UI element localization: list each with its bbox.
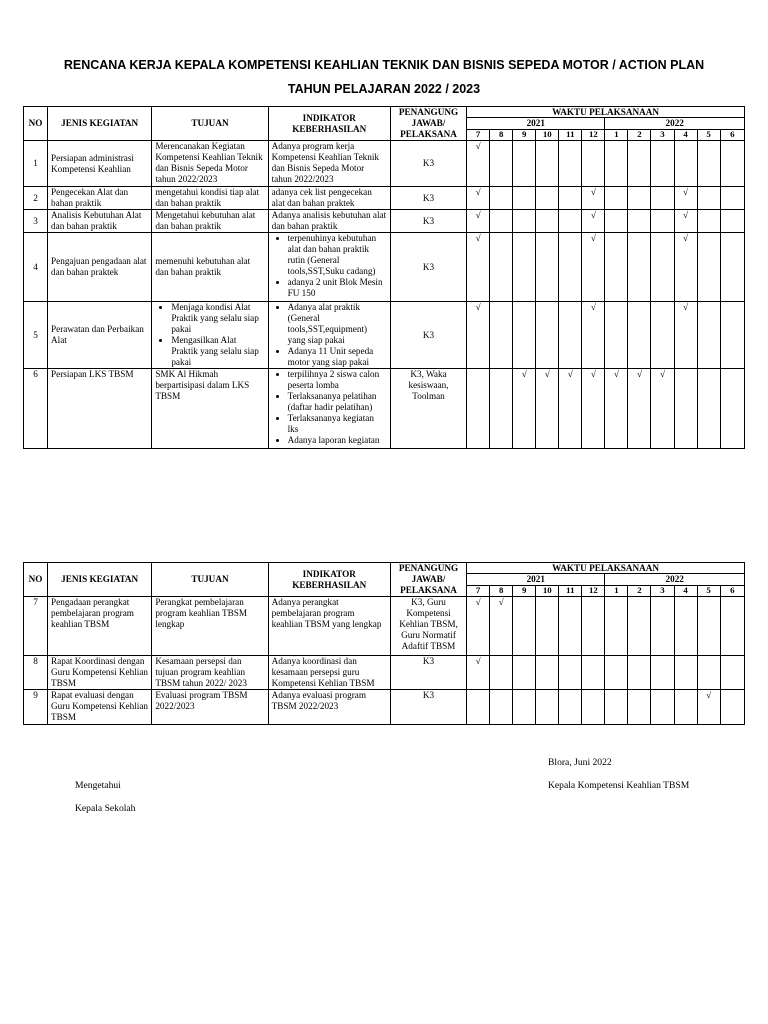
month-mark-cell [628, 302, 651, 369]
signature-left-title: Kepala Sekolah [75, 803, 136, 814]
list-item: • Mengasilkan Alat Praktik yang selalu siap pakai [171, 335, 264, 368]
list-item: • Terlaksananya kegiatan lks [288, 413, 387, 435]
month-mark-cell [697, 210, 720, 233]
table-row [24, 187, 745, 210]
row-tujuan: Merencanakan Kegiatan Kompetensi Keahlian Teknik dan Bisnis Sepeda Motor tahun 2022/2023 [152, 141, 268, 187]
header-month: 7 [467, 585, 490, 596]
month-mark-cell [697, 369, 720, 449]
month-mark-cell [720, 210, 744, 233]
row-no: 3 [24, 210, 48, 233]
row-penanggung-jawab: K3, Waka kesiswaan, Toolman [390, 369, 466, 449]
month-mark-cell: √ [697, 690, 720, 725]
list-item: • terpenuhinya kebutuhan alat dan bahan praktik rutin (General tools,SST,Suku cadang) [288, 233, 387, 277]
month-mark-cell [674, 369, 697, 449]
header-tujuan: TUJUAN [152, 563, 268, 597]
header-month: 9 [513, 129, 536, 140]
month-mark-cell [513, 210, 536, 233]
row-no: 6 [24, 369, 48, 449]
header-month: 11 [559, 129, 582, 140]
header-month: 12 [582, 585, 605, 596]
row-indikator [268, 369, 390, 449]
month-mark-cell: √ [582, 302, 605, 369]
month-mark-cell [559, 302, 582, 369]
header-indikator: INDIKATOR KEBERHASILAN [268, 107, 390, 141]
month-mark-cell [536, 233, 559, 302]
signature-right-title: Kepala Kompetensi Keahlian TBSM [548, 780, 690, 791]
month-mark-cell [605, 302, 628, 369]
month-mark-cell [697, 233, 720, 302]
month-mark-cell [490, 302, 513, 369]
month-mark-cell: √ [467, 210, 490, 233]
header-no: NO [24, 563, 48, 597]
row-jenis-kegiatan: Pengecekan Alat dan bahan praktik [48, 187, 152, 210]
month-mark-cell [651, 233, 674, 302]
indikator-list [272, 369, 387, 446]
month-mark-cell [490, 656, 513, 690]
list-item: • terpilihnya 2 siswa calon peserta lomba [288, 369, 387, 391]
header-month: 2 [628, 585, 651, 596]
month-mark-cell: √ [467, 597, 490, 656]
month-mark-cell [490, 690, 513, 725]
month-mark-cell [628, 656, 651, 690]
header-month: 1 [605, 585, 628, 596]
month-mark-cell: √ [582, 210, 605, 233]
header-month: 6 [720, 129, 744, 140]
month-mark-cell [651, 187, 674, 210]
list-item: • Adanya laporan kegiatan [288, 435, 387, 446]
month-mark-cell [536, 187, 559, 210]
header-month: 6 [720, 585, 744, 596]
month-mark-cell [490, 233, 513, 302]
month-mark-cell [651, 690, 674, 725]
month-mark-cell [628, 187, 651, 210]
month-mark-cell [536, 656, 559, 690]
document-subtitle: TAHUN PELAJARAN 2022 / 2023 [287, 82, 481, 96]
month-mark-cell: √ [490, 597, 513, 656]
list-item: • Menjaga kondisi Alat Praktik yang selalu siap pakai [171, 302, 264, 335]
month-mark-cell [513, 233, 536, 302]
row-penanggung-jawab: K3 [390, 656, 466, 690]
row-penanggung-jawab: K3 [390, 690, 466, 725]
month-mark-cell [651, 656, 674, 690]
table-1-header [24, 107, 745, 141]
header-month: 2 [628, 129, 651, 140]
month-mark-cell: √ [674, 210, 697, 233]
row-indikator: Adanya perangkat pembelajaran program keahlian TBSM yang lengkap [268, 597, 390, 656]
table-row [24, 597, 745, 656]
month-mark-cell [513, 302, 536, 369]
month-mark-cell [720, 656, 744, 690]
row-indikator: Adanya program kerja Kompetensi Keahlian Teknik dan Bisnis Sepeda Motor tahun 2022/2023 [268, 141, 390, 187]
month-mark-cell [582, 656, 605, 690]
month-mark-cell [628, 141, 651, 187]
month-mark-cell [490, 141, 513, 187]
month-mark-cell [467, 690, 490, 725]
month-mark-cell [697, 187, 720, 210]
month-mark-cell [651, 597, 674, 656]
month-mark-cell [697, 656, 720, 690]
table-2-header [24, 563, 745, 597]
header-month: 8 [490, 129, 513, 140]
header-year-2021: 2021 [467, 574, 605, 585]
month-mark-cell [582, 690, 605, 725]
month-mark-cell [605, 210, 628, 233]
list-item: • Adanya alat praktik (General tools,SST,equipment) yang siap pakai [288, 302, 387, 346]
header-month: 10 [536, 585, 559, 596]
header-jenis-kegiatan: JENIS KEGIATAN [48, 107, 152, 141]
header-month: 11 [559, 585, 582, 596]
header-month: 3 [651, 585, 674, 596]
month-mark-cell [720, 690, 744, 725]
header-no: NO [24, 107, 48, 141]
month-mark-cell: √ [674, 302, 697, 369]
month-mark-cell: √ [674, 187, 697, 210]
table-row [24, 302, 745, 369]
row-no: 2 [24, 187, 48, 210]
month-mark-cell [536, 690, 559, 725]
month-mark-cell [605, 141, 628, 187]
table-row [24, 233, 745, 302]
row-penanggung-jawab: K3, Guru Kompetensi Kehlian TBSM, Guru Normatif Adaftif TBSM [390, 597, 466, 656]
header-month: 5 [697, 129, 720, 140]
tujuan-list [155, 302, 264, 368]
header-month: 3 [651, 129, 674, 140]
row-penanggung-jawab: K3 [390, 302, 466, 369]
month-mark-cell [559, 210, 582, 233]
header-month: 9 [513, 585, 536, 596]
month-mark-cell [720, 141, 744, 187]
month-mark-cell [605, 690, 628, 725]
month-mark-cell [513, 187, 536, 210]
header-month: 4 [674, 129, 697, 140]
header-year-2021: 2021 [467, 118, 605, 129]
month-mark-cell [628, 690, 651, 725]
table-row [24, 656, 745, 690]
month-mark-cell: √ [513, 369, 536, 449]
month-mark-cell [674, 597, 697, 656]
month-mark-cell [697, 302, 720, 369]
month-mark-cell [582, 141, 605, 187]
header-month: 4 [674, 585, 697, 596]
header-jenis-kegiatan: JENIS KEGIATAN [48, 563, 152, 597]
month-mark-cell [490, 210, 513, 233]
row-tujuan [152, 302, 268, 369]
month-mark-cell [720, 369, 744, 449]
month-mark-cell [674, 656, 697, 690]
list-item: • adanya 2 unit Blok Mesin FU 150 [288, 277, 387, 299]
row-jenis-kegiatan: Persiapan LKS TBSM [48, 369, 152, 449]
row-tujuan: Perangkat pembelajaran program keahlian TBSM lengkap [152, 597, 268, 656]
month-mark-cell [490, 187, 513, 210]
row-no: 7 [24, 597, 48, 656]
row-no: 4 [24, 233, 48, 302]
row-indikator: Adanya koordinasi dan kesamaan persepsi guru Kompetensi Kehlian TBSM [268, 656, 390, 690]
row-indikator [268, 233, 390, 302]
header-tujuan: TUJUAN [152, 107, 268, 141]
row-jenis-kegiatan: Rapat evaluasi dengan Guru Kompetensi Kehlian TBSM [48, 690, 152, 725]
row-jenis-kegiatan: Pengajuan pengadaan alat dan bahan praktek [48, 233, 152, 302]
row-jenis-kegiatan: Rapat Koordinasi dengan Guru Kompetensi Kehlian TBSM [48, 656, 152, 690]
row-penanggung-jawab: K3 [390, 141, 466, 187]
signature-left-label: Mengetahui [75, 780, 121, 791]
month-mark-cell: √ [467, 141, 490, 187]
month-mark-cell [651, 141, 674, 187]
month-mark-cell: √ [582, 233, 605, 302]
month-mark-cell [628, 210, 651, 233]
month-mark-cell: √ [605, 369, 628, 449]
month-mark-cell: √ [582, 369, 605, 449]
month-mark-cell [513, 597, 536, 656]
month-mark-cell: √ [559, 369, 582, 449]
row-jenis-kegiatan: Perawatan dan Perbaikan Alat [48, 302, 152, 369]
row-indikator: Adanya evaluasi program TBSM 2022/2023 [268, 690, 390, 725]
header-penanggung-jawab: PENANGUNG JAWAB/ PELAKSANA [390, 563, 466, 597]
month-mark-cell [651, 210, 674, 233]
header-month: 12 [582, 129, 605, 140]
header-waktu-pelaksanaan: WAKTU PELAKSANAAN [467, 107, 745, 118]
month-mark-cell [628, 597, 651, 656]
header-indikator: INDIKATOR KEBERHASILAN [268, 563, 390, 597]
month-mark-cell [605, 597, 628, 656]
month-mark-cell [697, 597, 720, 656]
month-mark-cell [536, 141, 559, 187]
row-indikator: adanya cek list pengecekan alat dan bahan praktek [268, 187, 390, 210]
month-mark-cell [605, 187, 628, 210]
header-month: 7 [467, 129, 490, 140]
month-mark-cell: √ [582, 187, 605, 210]
action-plan-table-1 [23, 106, 745, 449]
month-mark-cell: √ [674, 233, 697, 302]
month-mark-cell [674, 141, 697, 187]
row-tujuan: mengetahui kondisi tiap alat dan bahan praktik [152, 187, 268, 210]
month-mark-cell [582, 597, 605, 656]
header-month: 10 [536, 129, 559, 140]
month-mark-cell [513, 656, 536, 690]
month-mark-cell [536, 210, 559, 233]
month-mark-cell [559, 656, 582, 690]
row-indikator: Adanya analisis kebutuhan alat dan bahan praktik [268, 210, 390, 233]
table-row [24, 369, 745, 449]
month-mark-cell [559, 141, 582, 187]
row-indikator [268, 302, 390, 369]
month-mark-cell [559, 597, 582, 656]
month-mark-cell [467, 369, 490, 449]
month-mark-cell: √ [628, 369, 651, 449]
header-waktu-pelaksanaan: WAKTU PELAKSANAAN [467, 563, 745, 574]
month-mark-cell [628, 233, 651, 302]
row-no: 1 [24, 141, 48, 187]
document-title: RENCANA KERJA KEPALA KOMPETENSI KEAHLIAN TEKNIK DAN BISNIS SEPEDA MOTOR / ACTION PLAN [63, 58, 705, 72]
header-month: 5 [697, 585, 720, 596]
month-mark-cell [720, 233, 744, 302]
table-row [24, 141, 745, 187]
indikator-list [272, 233, 387, 299]
header-month: 1 [605, 129, 628, 140]
row-penanggung-jawab: K3 [390, 210, 466, 233]
row-tujuan: SMK Al Hikmah berpartisipasi dalam LKS TBSM [152, 369, 268, 449]
header-year-2022: 2022 [605, 574, 745, 585]
indikator-list [272, 302, 387, 368]
month-mark-cell [536, 597, 559, 656]
month-mark-cell [651, 302, 674, 369]
row-jenis-kegiatan: Analisis Kebutuhan Alat dan bahan praktik [48, 210, 152, 233]
month-mark-cell [674, 690, 697, 725]
signature-place-date: Blora, Juni 2022 [548, 757, 612, 768]
header-month: 8 [490, 585, 513, 596]
row-no: 9 [24, 690, 48, 725]
row-no: 5 [24, 302, 48, 369]
row-penanggung-jawab: K3 [390, 187, 466, 210]
list-item: • Terlaksananya pelatihan (daftar hadir pelatihan) [288, 391, 387, 413]
row-no: 8 [24, 656, 48, 690]
month-mark-cell [559, 233, 582, 302]
month-mark-cell: √ [651, 369, 674, 449]
month-mark-cell [513, 690, 536, 725]
list-item: • Adanya 11 Unit sepeda motor yang siap pakai [288, 346, 387, 368]
table-row [24, 210, 745, 233]
row-tujuan: Mengetahui kebutuhan alat dan bahan praktik [152, 210, 268, 233]
month-mark-cell: √ [467, 233, 490, 302]
row-tujuan: Evaluasi program TBSM 2022/2023 [152, 690, 268, 725]
month-mark-cell [559, 187, 582, 210]
month-mark-cell: √ [467, 187, 490, 210]
month-mark-cell: √ [467, 656, 490, 690]
month-mark-cell [559, 690, 582, 725]
month-mark-cell [490, 369, 513, 449]
month-mark-cell [720, 302, 744, 369]
row-penanggung-jawab: K3 [390, 233, 466, 302]
row-tujuan: Kesamaan persepsi dan tujuan program keahlian TBSM tahun 2022/ 2023 [152, 656, 268, 690]
month-mark-cell [605, 233, 628, 302]
month-mark-cell [536, 302, 559, 369]
table-row [24, 690, 745, 725]
month-mark-cell [720, 597, 744, 656]
month-mark-cell [697, 141, 720, 187]
month-mark-cell: √ [467, 302, 490, 369]
month-mark-cell [513, 141, 536, 187]
row-jenis-kegiatan: Pengadaan perangkat pembelajaran program keahlian TBSM [48, 597, 152, 656]
header-year-2022: 2022 [605, 118, 745, 129]
action-plan-table-2 [23, 562, 745, 725]
month-mark-cell [720, 187, 744, 210]
month-mark-cell: √ [536, 369, 559, 449]
row-jenis-kegiatan: Persiapan administrasi Kompetensi Keahlian [48, 141, 152, 187]
header-penanggung-jawab: PENANGUNG JAWAB/ PELAKSANA [390, 107, 466, 141]
row-tujuan: memenuhi kebutuhan alat dan bahan praktik [152, 233, 268, 302]
month-mark-cell [605, 656, 628, 690]
